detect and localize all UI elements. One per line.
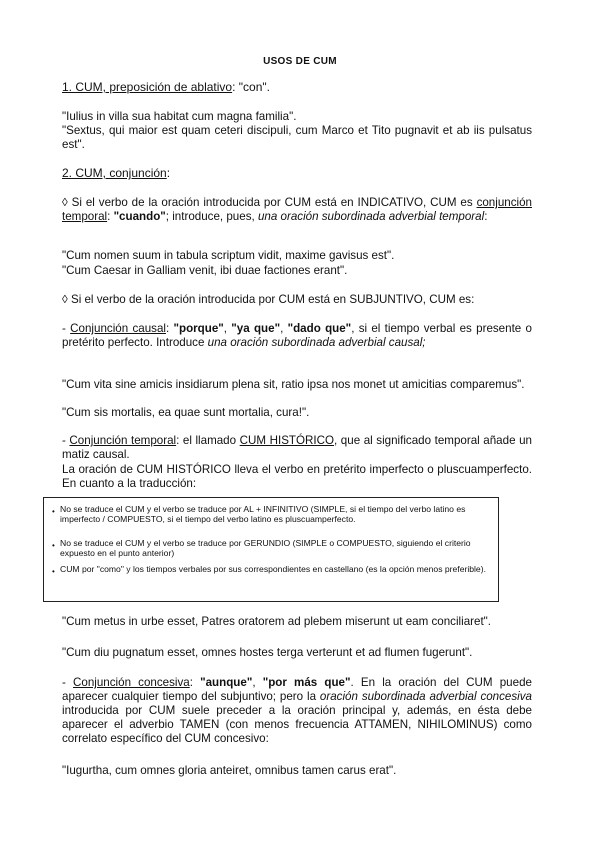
temporal-text-1: : el llamado	[176, 434, 240, 447]
causal-example-1: "Cum vita sine amicis insidiarum plena sit, ratio ipsa nos monet ut amicitias comparemus".	[62, 378, 525, 391]
causal-text-1: :	[165, 322, 174, 335]
cuando-quote: "cuando"	[113, 210, 166, 223]
por-mas-que-quote: "por más que"	[262, 676, 351, 689]
bullet-icon: •	[52, 507, 55, 516]
concessive-text-3: . En la oración del CUM puede aparecer cualquier tiempo del subjuntivo; pero la	[62, 676, 532, 703]
concessive-text-2: ,	[252, 676, 263, 689]
temporal-text-2: , que al significado temporal añade un matiz causal.	[62, 434, 532, 461]
aunque-quote: "aunque"	[200, 676, 253, 689]
historic-example-2: "Cum diu pugnatum esset, omnes hostes terga verterunt et ad flumen fugerunt".	[62, 646, 473, 659]
indicative-italic: una oración subordinada adverbial temporal	[257, 210, 485, 223]
section-1-example-2: "Sextus, qui maior est quam ceteri discipuli, cum Marco et Tito pugnavit et ab iis pulsatus est".	[62, 124, 532, 151]
subjunctive-text: Si el verbo de la oración introducida por CUM está en SUBJUNTIVO, CUM es:	[67, 293, 475, 306]
temporal-conjunction-term: conjunción temporal	[62, 196, 532, 223]
indicative-example-1: "Cum nomen suum in tabula scriptum vidit, maxime gavisus est".	[62, 249, 395, 262]
concessive-italic: oración subordinada adverbial concesiva	[319, 690, 532, 703]
causal-text-3: ,	[280, 322, 288, 335]
causal-paragraph	[62, 322, 532, 350]
concessive-dash: -	[62, 676, 74, 689]
temporal-dash: -	[62, 434, 70, 447]
subjunctive-paragraph	[62, 293, 532, 307]
box-item-1: No se traduce el CUM y el verbo se traduce por AL + INFINITIVO (SIMPLE, si el tiempo del verbo latino es imperfecto / COMPUESTO, si el tiempo del verbo latino es pluscuamperfecto.	[60, 504, 466, 524]
causal-example-2: "Cum sis mortalis, ea quae sunt mortalia, cura!".	[62, 406, 310, 419]
ya-que-quote: "ya que"	[231, 322, 281, 335]
concessive-example: "Iugurtha, cum omnes gloria anteiret, omnibus tamen carus erat".	[62, 764, 397, 777]
section-1-heading-text: 1. CUM, preposición de ablativo	[62, 80, 233, 94]
indicative-text-2: :	[107, 210, 114, 223]
page-title: USOS DE CUM	[263, 56, 337, 67]
section-1-heading	[62, 80, 532, 94]
section-2-heading-text: 2. CUM, conjunción	[62, 166, 167, 180]
section-1-heading-rest: : "con".	[232, 80, 270, 94]
diamond-marker-icon: ◊	[62, 196, 68, 209]
causal-dash: -	[62, 322, 71, 335]
causal-italic: una oración subordinada adverbial causal;	[207, 336, 426, 349]
bullet-icon: •	[52, 567, 55, 576]
concessive-paragraph	[62, 676, 532, 746]
section-1-example-1: "Iulius in villa sua habitat cum magna familia".	[62, 110, 297, 123]
indicative-text-1: Si el verbo de la oración introducida por CUM está en INDICATIVO, CUM es	[67, 196, 477, 209]
dado-que-quote: "dado que"	[287, 322, 352, 335]
causal-text-4: , si el tiempo verbal es presente o pretérito perfecto. Introduce	[62, 322, 532, 349]
diamond-marker-icon: ◊	[62, 293, 68, 306]
bullet-icon: •	[52, 541, 55, 550]
cum-historico-term: CUM HISTÓRICO	[239, 434, 335, 447]
causal-term: Conjunción causal	[70, 322, 166, 335]
section-2-heading-rest: :	[166, 166, 171, 180]
indicative-example-2: "Cum Caesar in Galliam venit, ibi duae factiones erant".	[62, 264, 348, 277]
box-item-3: CUM por "como" y los tiempos verbales por sus correspondientes en castellano (es la opción menos preferible).	[60, 564, 486, 574]
temporal-term: Conjunción temporal	[69, 434, 177, 447]
indicative-paragraph	[62, 196, 532, 224]
concessive-term: Conjunción concesiva	[73, 676, 190, 689]
translation-box	[43, 497, 499, 602]
porque-quote: "porque"	[173, 322, 224, 335]
historic-example-1: "Cum metus in urbe esset, Patres oratorem ad plebem miserunt ut eam conciliaret".	[62, 615, 492, 628]
indicative-text-4: :	[484, 210, 488, 223]
historic-paragraph: La oración de CUM HISTÓRICO lleva el verbo en pretérito imperfecto o pluscuamperfecto. En cuanto a la traducción:	[62, 463, 532, 490]
box-item-2: No se traduce el CUM y el verbo se traduce por GERUNDIO (SIMPLE o COMPUESTO, siguiendo el criterio expuesto en el punto anterior)	[60, 538, 471, 558]
concessive-text-1: :	[189, 676, 201, 689]
section-2-heading	[62, 166, 532, 180]
temporal-paragraph	[62, 434, 532, 462]
indicative-text-3: ; introduce, pues,	[165, 210, 258, 223]
concessive-text-4: introducida por CUM suele preceder a la oración principal y, además, en ésta debe aparecer el adverbio TAMEN (con menos frecuencia ATTAMEN, NIHILOMINUS) como correlato específico del CUM concesivo:	[62, 704, 532, 745]
causal-text-2: ,	[223, 322, 232, 335]
